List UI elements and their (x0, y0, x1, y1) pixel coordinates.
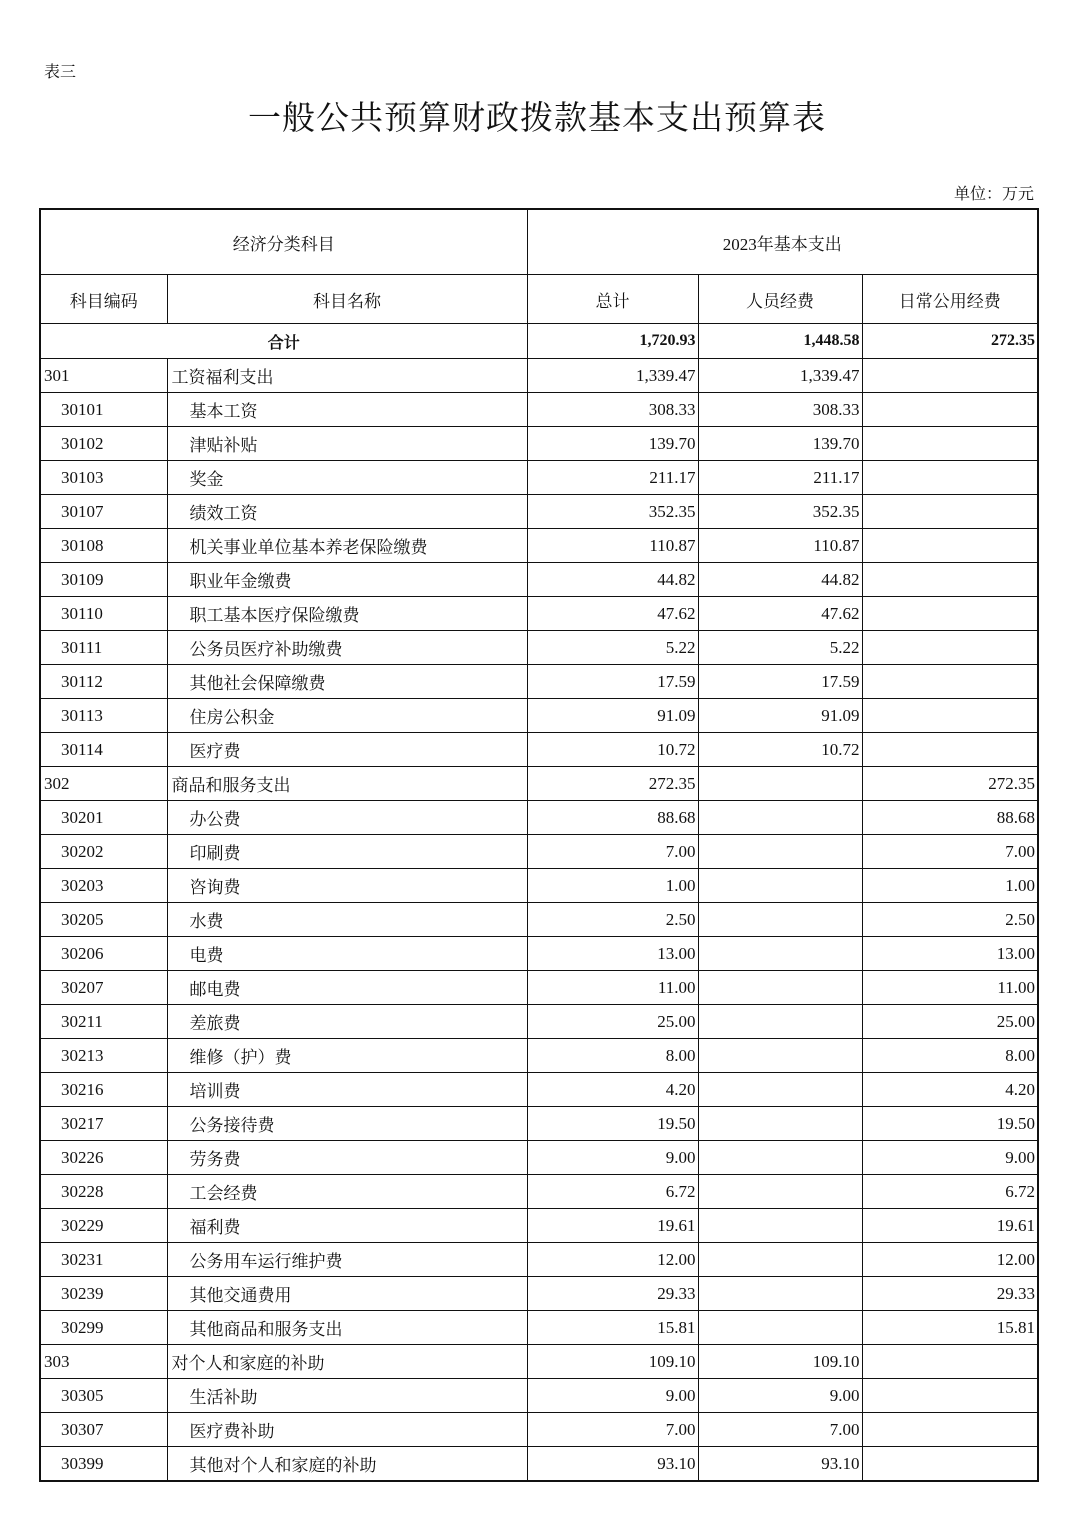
row-public (862, 1447, 1038, 1482)
budget-table (39, 208, 1039, 1482)
row-code: 30102 (40, 427, 167, 461)
row-total: 10.72 (527, 733, 698, 767)
table-row (40, 1175, 1038, 1209)
row-public: 29.33 (862, 1277, 1038, 1311)
row-code: 30112 (40, 665, 167, 699)
row-name: 其他对个人和家庭的补助 (167, 1447, 527, 1482)
row-code: 303 (40, 1345, 167, 1379)
table-row (40, 1447, 1038, 1482)
row-name: 商品和服务支出 (167, 767, 527, 801)
row-personnel: 308.33 (698, 393, 862, 427)
row-total: 17.59 (527, 665, 698, 699)
row-personnel: 1,339.47 (698, 359, 862, 393)
row-public (862, 495, 1038, 529)
row-personnel: 10.72 (698, 733, 862, 767)
row-public (862, 699, 1038, 733)
row-public: 2.50 (862, 903, 1038, 937)
row-code: 30231 (40, 1243, 167, 1277)
row-code: 30202 (40, 835, 167, 869)
row-total: 7.00 (527, 1413, 698, 1447)
table-row (40, 937, 1038, 971)
row-total: 19.61 (527, 1209, 698, 1243)
row-personnel (698, 1175, 862, 1209)
table-row (40, 733, 1038, 767)
table-row (40, 1243, 1038, 1277)
row-total: 93.10 (527, 1447, 698, 1482)
row-code: 30228 (40, 1175, 167, 1209)
row-code: 30201 (40, 801, 167, 835)
row-personnel (698, 1243, 862, 1277)
table-row (40, 597, 1038, 631)
row-code: 30229 (40, 1209, 167, 1243)
row-code: 30299 (40, 1311, 167, 1345)
row-name: 公务用车运行维护费 (167, 1243, 527, 1277)
row-code: 30305 (40, 1379, 167, 1413)
header-personnel-expense: 人员经费 (698, 275, 862, 324)
row-name: 公务员医疗补助缴费 (167, 631, 527, 665)
row-name: 绩效工资 (167, 495, 527, 529)
header-basic-expenditure-2023: 2023年基本支出 (527, 209, 1038, 275)
row-public: 11.00 (862, 971, 1038, 1005)
row-name: 机关事业单位基本养老保险缴费 (167, 529, 527, 563)
row-personnel: 139.70 (698, 427, 862, 461)
row-code: 30114 (40, 733, 167, 767)
row-public: 15.81 (862, 1311, 1038, 1345)
row-personnel: 211.17 (698, 461, 862, 495)
table-row (40, 835, 1038, 869)
table-row (40, 767, 1038, 801)
row-total: 91.09 (527, 699, 698, 733)
row-public (862, 733, 1038, 767)
row-personnel (698, 1073, 862, 1107)
row-public (862, 461, 1038, 495)
row-code: 30109 (40, 563, 167, 597)
row-public: 12.00 (862, 1243, 1038, 1277)
row-total: 13.00 (527, 937, 698, 971)
row-personnel: 9.00 (698, 1379, 862, 1413)
row-name: 咨询费 (167, 869, 527, 903)
row-personnel: 17.59 (698, 665, 862, 699)
row-public: 19.61 (862, 1209, 1038, 1243)
table-row (40, 1209, 1038, 1243)
row-public: 4.20 (862, 1073, 1038, 1107)
row-personnel: 5.22 (698, 631, 862, 665)
row-public: 8.00 (862, 1039, 1038, 1073)
row-total: 1.00 (527, 869, 698, 903)
row-public: 25.00 (862, 1005, 1038, 1039)
table-row (40, 631, 1038, 665)
row-name: 对个人和家庭的补助 (167, 1345, 527, 1379)
row-name: 工资福利支出 (167, 359, 527, 393)
row-name: 住房公积金 (167, 699, 527, 733)
row-name: 职工基本医疗保险缴费 (167, 597, 527, 631)
row-code: 30216 (40, 1073, 167, 1107)
row-personnel (698, 1005, 862, 1039)
table-row (40, 1345, 1038, 1379)
row-name: 培训费 (167, 1073, 527, 1107)
row-personnel (698, 1141, 862, 1175)
row-total: 44.82 (527, 563, 698, 597)
row-code: 30101 (40, 393, 167, 427)
row-personnel (698, 869, 862, 903)
unit-label: 单位：万元 (953, 186, 1034, 203)
row-public (862, 563, 1038, 597)
table-row (40, 801, 1038, 835)
header-row-group (40, 209, 1038, 275)
table-row (40, 869, 1038, 903)
table-row (40, 1413, 1038, 1447)
row-personnel: 93.10 (698, 1447, 862, 1482)
row-personnel: 352.35 (698, 495, 862, 529)
row-public (862, 597, 1038, 631)
row-code: 30213 (40, 1039, 167, 1073)
row-code: 30203 (40, 869, 167, 903)
table-row (40, 1073, 1038, 1107)
row-public: 272.35 (862, 767, 1038, 801)
row-name: 办公费 (167, 801, 527, 835)
row-total: 1,339.47 (527, 359, 698, 393)
row-personnel: 91.09 (698, 699, 862, 733)
row-name: 印刷费 (167, 835, 527, 869)
row-personnel (698, 1039, 862, 1073)
row-code: 302 (40, 767, 167, 801)
row-total: 25.00 (527, 1005, 698, 1039)
header-subject-code: 科目编码 (40, 275, 167, 324)
row-total: 8.00 (527, 1039, 698, 1073)
row-total: 11.00 (527, 971, 698, 1005)
table-row (40, 665, 1038, 699)
row-total: 29.33 (527, 1277, 698, 1311)
header-row-columns (40, 275, 1038, 324)
total-label: 合计 (40, 324, 527, 359)
row-public: 1.00 (862, 869, 1038, 903)
row-public (862, 665, 1038, 699)
row-public (862, 427, 1038, 461)
total-row (40, 324, 1038, 359)
row-public: 9.00 (862, 1141, 1038, 1175)
row-code: 30211 (40, 1005, 167, 1039)
row-personnel (698, 835, 862, 869)
row-name: 职业年金缴费 (167, 563, 527, 597)
row-total: 2.50 (527, 903, 698, 937)
row-name: 福利费 (167, 1209, 527, 1243)
row-name: 水费 (167, 903, 527, 937)
row-total: 9.00 (527, 1141, 698, 1175)
row-personnel (698, 767, 862, 801)
row-public (862, 1345, 1038, 1379)
row-code: 30399 (40, 1447, 167, 1482)
header-subject-name: 科目名称 (167, 275, 527, 324)
row-personnel (698, 1311, 862, 1345)
row-name: 工会经费 (167, 1175, 527, 1209)
table-label: 表三 (44, 64, 77, 81)
row-public (862, 1413, 1038, 1447)
row-personnel (698, 937, 862, 971)
header-public-expense: 日常公用经费 (862, 275, 1038, 324)
table-row (40, 427, 1038, 461)
table-row (40, 1107, 1038, 1141)
table-row (40, 1039, 1038, 1073)
row-name: 奖金 (167, 461, 527, 495)
row-public: 7.00 (862, 835, 1038, 869)
row-personnel: 47.62 (698, 597, 862, 631)
row-total: 19.50 (527, 1107, 698, 1141)
row-name: 医疗费 (167, 733, 527, 767)
row-personnel: 7.00 (698, 1413, 862, 1447)
row-public: 13.00 (862, 937, 1038, 971)
row-total: 211.17 (527, 461, 698, 495)
row-code: 30217 (40, 1107, 167, 1141)
header-total: 总计 (527, 275, 698, 324)
row-personnel: 110.87 (698, 529, 862, 563)
row-code: 30207 (40, 971, 167, 1005)
total-sum: 1,720.93 (527, 324, 698, 359)
table-row (40, 529, 1038, 563)
row-personnel (698, 903, 862, 937)
row-code: 30239 (40, 1277, 167, 1311)
table-row (40, 699, 1038, 733)
total-personnel: 1,448.58 (698, 324, 862, 359)
row-public (862, 1379, 1038, 1413)
row-public (862, 359, 1038, 393)
row-code: 30110 (40, 597, 167, 631)
table-row (40, 393, 1038, 427)
row-public: 19.50 (862, 1107, 1038, 1141)
row-name: 劳务费 (167, 1141, 527, 1175)
row-total: 272.35 (527, 767, 698, 801)
row-personnel (698, 1107, 862, 1141)
row-personnel (698, 971, 862, 1005)
row-public: 6.72 (862, 1175, 1038, 1209)
row-public: 88.68 (862, 801, 1038, 835)
table-row (40, 495, 1038, 529)
row-code: 30111 (40, 631, 167, 665)
row-total: 6.72 (527, 1175, 698, 1209)
row-total: 4.20 (527, 1073, 698, 1107)
row-total: 308.33 (527, 393, 698, 427)
row-public (862, 631, 1038, 665)
table-row (40, 563, 1038, 597)
table-row (40, 359, 1038, 393)
row-name: 邮电费 (167, 971, 527, 1005)
row-code: 30108 (40, 529, 167, 563)
row-code: 30113 (40, 699, 167, 733)
row-code: 301 (40, 359, 167, 393)
row-total: 88.68 (527, 801, 698, 835)
row-total: 139.70 (527, 427, 698, 461)
table-row (40, 903, 1038, 937)
row-name: 其他交通费用 (167, 1277, 527, 1311)
row-total: 12.00 (527, 1243, 698, 1277)
total-public: 272.35 (862, 324, 1038, 359)
table-row (40, 971, 1038, 1005)
row-total: 47.62 (527, 597, 698, 631)
row-total: 110.87 (527, 529, 698, 563)
row-name: 公务接待费 (167, 1107, 527, 1141)
row-code: 30226 (40, 1141, 167, 1175)
row-personnel: 109.10 (698, 1345, 862, 1379)
row-name: 津贴补贴 (167, 427, 527, 461)
row-total: 109.10 (527, 1345, 698, 1379)
row-code: 30107 (40, 495, 167, 529)
row-code: 30307 (40, 1413, 167, 1447)
table-row (40, 1005, 1038, 1039)
row-personnel (698, 801, 862, 835)
header-economic-classification: 经济分类科目 (40, 209, 527, 275)
row-name: 生活补助 (167, 1379, 527, 1413)
row-code: 30206 (40, 937, 167, 971)
row-personnel: 44.82 (698, 563, 862, 597)
row-total: 9.00 (527, 1379, 698, 1413)
table-row (40, 1277, 1038, 1311)
table-row (40, 1379, 1038, 1413)
table-row (40, 461, 1038, 495)
page-title: 一般公共预算财政拨款基本支出预算表 (248, 101, 826, 137)
row-personnel (698, 1277, 862, 1311)
row-public (862, 393, 1038, 427)
table-row (40, 1141, 1038, 1175)
row-name: 其他社会保障缴费 (167, 665, 527, 699)
row-public (862, 529, 1038, 563)
row-total: 7.00 (527, 835, 698, 869)
row-code: 30103 (40, 461, 167, 495)
row-total: 15.81 (527, 1311, 698, 1345)
row-name: 电费 (167, 937, 527, 971)
row-total: 5.22 (527, 631, 698, 665)
row-code: 30205 (40, 903, 167, 937)
row-name: 其他商品和服务支出 (167, 1311, 527, 1345)
row-name: 基本工资 (167, 393, 527, 427)
row-name: 医疗费补助 (167, 1413, 527, 1447)
table-row (40, 1311, 1038, 1345)
row-name: 维修（护）费 (167, 1039, 527, 1073)
row-name: 差旅费 (167, 1005, 527, 1039)
row-personnel (698, 1209, 862, 1243)
row-total: 352.35 (527, 495, 698, 529)
